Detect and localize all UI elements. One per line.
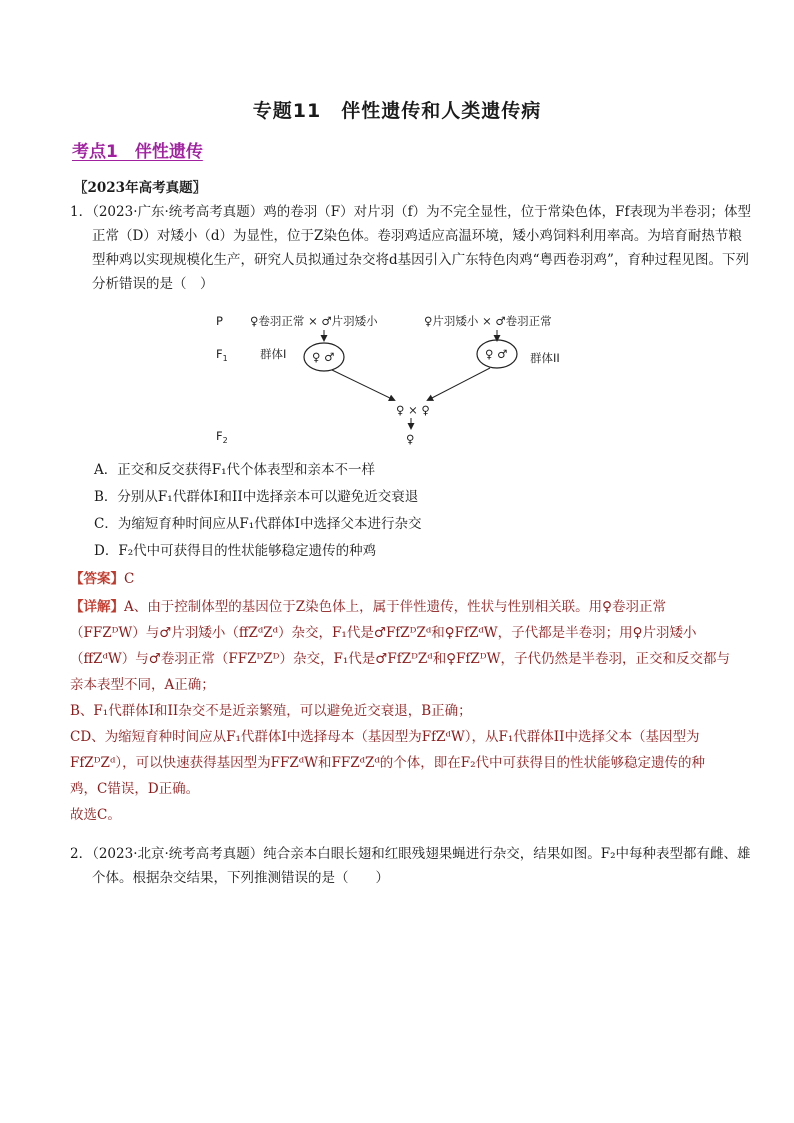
f2-symbol: ♀ — [406, 432, 415, 446]
subheading-year: 〖2023年高考真题〗 — [74, 180, 207, 196]
group-1-label: 群体I — [260, 347, 287, 361]
analysis-paragraph-b: B、F₁代群体I和II杂交不是近亲繁殖，可以避免近交衰退，B正确； — [70, 703, 472, 719]
breeding-diagram — [212, 308, 592, 450]
analysis-block — [70, 594, 730, 828]
section-heading: 考点1 伴性遗传 — [72, 142, 203, 162]
arrow-group2-to-cross — [428, 368, 490, 400]
question-2 — [70, 842, 752, 890]
option-c: C．为缩短育种时间应从F₁代群体I中选择父本进行杂交 — [94, 516, 422, 532]
analysis-paragraph-cd: CD、为缩短育种时间应从F₁代群体I中选择母本（基因型为FfZᵈW），从F₁代群体II中选择父本（基因型为FfZᴰZᵈ），可以快速获得基因型为FFZᵈW和FFZᵈZᵈ的个体，即在F₂代中可获得目的性状能够稳定遗传的种鸡，C错误，D正确。 — [70, 729, 706, 797]
f1-generation-label: $F_1$ — [216, 347, 228, 363]
cross-left-label: ♀卷羽正常 × ♂片羽矮小 — [250, 314, 378, 328]
p-generation-label: P — [216, 314, 223, 328]
question-text: （2023·广东·统考高考真题）鸡的卷羽（F）对片羽（f）为不完全显性，位于常染色体，Ff表现为半卷羽；体型正常（D）对矮小（d）为显性，位于Z染色体。卷羽鸡适应高温环境，矮小鸡饲料利用率高。为培育耐热节粮型种鸡以实现规模化生产，研究人员拟通过杂交将d基因引入广东特色肉鸡“粤西卷羽鸡”，育种过程见图。下列分析错误的是（ ） — [92, 204, 752, 292]
arrow-group1-to-cross — [332, 370, 394, 400]
group-1-symbols: ♀ ♂ — [312, 350, 335, 364]
group-2-label: 群体II — [530, 351, 560, 365]
question-number: 2． — [70, 846, 93, 862]
answer-tag: 【答案】 — [70, 571, 124, 587]
option-a: A．正交和反交获得F₁代个体表型和亲本不一样 — [94, 462, 376, 478]
page-title: 专题11 伴性遗传和人类遗传病 — [252, 100, 542, 122]
question-text: （2023·北京·统考高考真题）纯合亲本白眼长翅和红眼残翅果蝇进行杂交，结果如图。F₂中每种表型都有雌、雄个体。根据杂交结果，下列推测错误的是（ ） — [92, 846, 751, 886]
question-number: 1． — [70, 204, 93, 220]
analysis-tag: 【详解】 — [70, 599, 124, 615]
f1-cross-symbols: ♀ × ♀ — [396, 403, 430, 417]
answer-value: C — [124, 571, 135, 587]
breeding-diagram-svg — [212, 308, 592, 450]
question-1 — [70, 200, 752, 296]
analysis-paragraph-a: 【详解】A、由于控制体型的基因位于Z染色体上，属于伴性遗传，性状与性别相关联。用♀卷羽正常（FFZᴰW）与♂片羽矮小（ffZᵈZᵈ）杂交，F₁代是♂FfZᴰZᵈ和♀FfZᵈW，子代都是半卷羽；用♀片羽矮小（ffZᵈW）与♂卷羽正常（FFZᴰZᴰ）杂交，F₁代是♂FfZᴰZᵈ和♀FfZᴰW，子代仍然是半卷羽，正交和反交都与亲本表型不同，A正确； — [70, 599, 730, 693]
option-d: D．F₂代中可获得目的性状能够稳定遗传的种鸡 — [94, 543, 377, 559]
group-2-symbols: ♀ ♂ — [485, 347, 508, 361]
f2-generation-label: $F_2$ — [216, 429, 228, 445]
answer-line — [70, 566, 730, 592]
option-b: B．分别从F₁代群体I和II中选择亲本可以避免近交衰退 — [94, 489, 419, 505]
analysis-conclusion: 故选C。 — [70, 807, 121, 823]
cross-right-label: ♀片羽矮小 × ♂卷羽正常 — [424, 314, 552, 328]
